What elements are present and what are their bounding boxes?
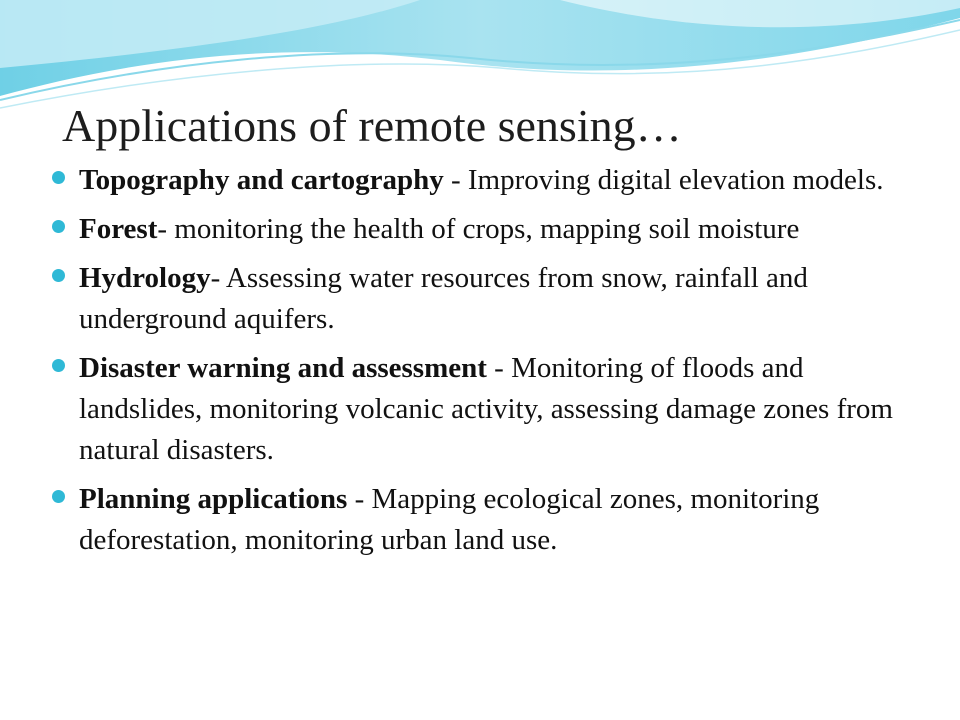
bullet-dot-icon: [52, 220, 65, 233]
bullet-list: [0, 160, 960, 569]
bullet-description: - Improving digital elevation models.: [443, 164, 884, 196]
slide-title: Applications of remote sensing…: [62, 100, 682, 151]
bullet-term: Hydrology: [79, 262, 211, 294]
bullet-description: - monitoring the health of crops, mapping soil moisture: [157, 213, 800, 245]
bullet-description: - Assessing water resources from snow, rainfall and underground aquifers.: [79, 262, 808, 335]
bullet-planning: [0, 479, 960, 561]
bullet-forest: [0, 209, 960, 250]
bullet-description: - Monitoring of floods and landslides, monitoring volcanic activity, assessing damage zones from natural disasters.: [79, 352, 893, 466]
bullet-dot-icon: [52, 359, 65, 372]
bullet-dot-icon: [52, 269, 65, 282]
bullet-dot-icon: [52, 171, 65, 184]
bullet-term: Topography and cartography: [79, 164, 444, 196]
bullet-term: Planning applications: [79, 483, 348, 515]
bullet-hydrology: [0, 258, 960, 340]
bullet-term: Forest: [79, 213, 158, 245]
bullet-description: - Mapping ecological zones, monitoring deforestation, monitoring urban land use.: [79, 483, 820, 556]
bullet-term: Disaster warning and assessment: [79, 352, 487, 384]
bullet-dot-icon: [52, 490, 65, 503]
bullet-disaster-warning: [0, 348, 960, 471]
bullet-topography: [0, 160, 960, 201]
